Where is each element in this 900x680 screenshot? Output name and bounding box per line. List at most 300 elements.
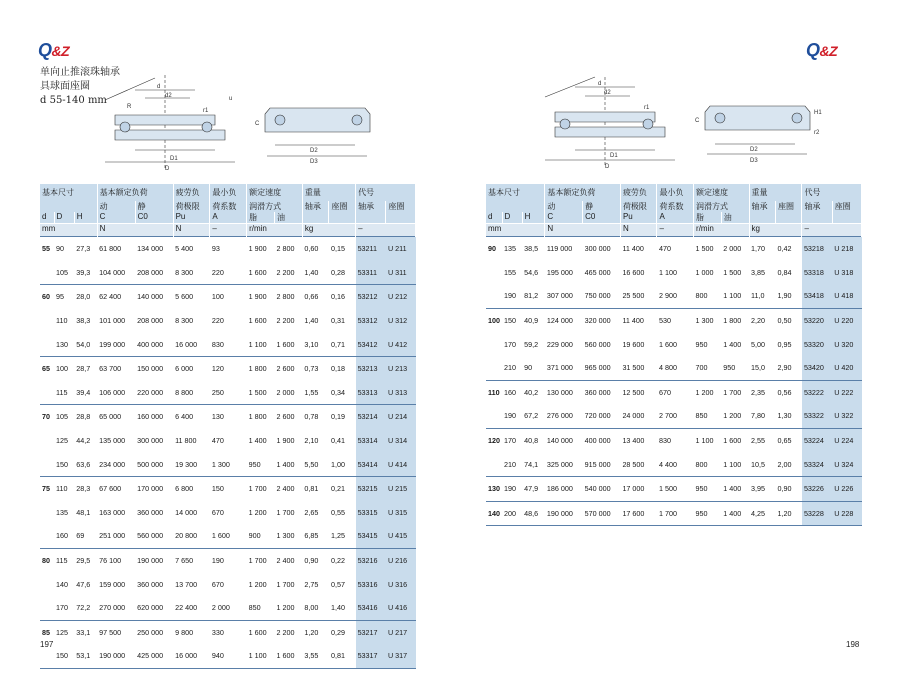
table-cell: 2,10 xyxy=(304,436,319,446)
table-cell: 27,3 xyxy=(74,237,97,261)
dim-D2-r: D2 xyxy=(750,147,758,153)
table-cell: 1 500 xyxy=(694,237,722,261)
table-row xyxy=(486,237,862,261)
table-cell: 125 xyxy=(56,436,68,446)
table-cell: 1 300 xyxy=(211,459,230,469)
table-row xyxy=(40,381,416,405)
table-cell: 20 800 xyxy=(175,531,198,541)
table-cell: 105 xyxy=(54,405,74,429)
table-cell: 470 xyxy=(211,436,224,446)
hdr-designation: 代号 xyxy=(356,184,416,201)
table-cell: 300 000 xyxy=(137,436,164,446)
table-cell: 160 xyxy=(502,380,522,404)
table-cell: U 213 xyxy=(386,356,416,380)
heading-line-2: 具球面座圈 xyxy=(40,81,90,92)
table-cell: 400 000 xyxy=(137,339,164,349)
table-cell: 1 100 xyxy=(248,651,267,661)
table-cell: 1 500 xyxy=(248,387,267,397)
table-cell: 150 xyxy=(56,651,68,661)
dim-D-r: D xyxy=(605,164,610,170)
table-cell: 1 200 xyxy=(276,603,295,613)
table-cell: U 312 xyxy=(386,309,416,333)
table-cell: 134 000 xyxy=(135,237,173,261)
table-cell: 670 xyxy=(657,380,694,404)
cell-d xyxy=(40,501,54,525)
table-cell: 2 200 xyxy=(276,267,295,277)
dim-D3: D3 xyxy=(310,159,318,165)
table-cell: 5,00 xyxy=(751,339,765,349)
table-cell: 39,3 xyxy=(76,267,91,277)
table-cell: 53212 xyxy=(356,285,386,309)
table-cell: 6 800 xyxy=(173,476,210,500)
table-cell: 48,1 xyxy=(76,507,91,517)
table-cell: 11 400 xyxy=(620,308,657,332)
table-cell: 199 000 xyxy=(99,339,126,349)
table-cell: 1 100 xyxy=(248,339,267,349)
cell-d: 60 xyxy=(40,285,54,309)
table-cell: 2,55 xyxy=(749,428,775,452)
table-cell: 24 000 xyxy=(622,411,645,421)
table-cell: 1 500 xyxy=(657,476,694,501)
table-cell: 53318 xyxy=(802,261,832,285)
table-cell: 53412 xyxy=(356,332,386,356)
table-row xyxy=(486,380,862,404)
bearing-table-right: 基本尺寸 基本额定负荷 疲劳负 最小负 额定速度 重量 代号 动 静 荷极限 荷系数 润滑方式 轴承 座圈 轴承 座圈 d D H C C0 Pu A 脂 油 mm N N – r/min kg – 90 135 38,5 119 000 300 000 11 400 470 1 500 2 000 1,70 0,42 53218 U 218 155 54,6 195 000 465 000 16 600 1 100 1 000 1 500 3,85 0,84 53318 U 318 190 81,2 307 000 750 000 25 500 2 900 800 1 100 11,0 1,90 53418 U 418 100 150 40,9 124 000 320 000 11 400 530 1 300 1 800 2,20 0,50 53220 U 220 170 59,2 229 000 560 000 19 600 1 600 950 1 400 5,00 0,95 53320 U 320 210 90 371 000 965 000 31 500 4 800 700 950 15,0 2,90 53420 U 420 110 160 40,2 130 000 360 000 12 500 670 1 200 1 700 2,35 0,56 53222 U 222 190 67,2 276 000 720 000 24 000 2 700 850 1 200 7,80 1,30 53322 U 322 120 170 40,8 140 000 400 000 13 400 830 1 100 1 600 2,55 0,65 53224 U 224 210 74,1 325 000 915 000 28 500 4 400 800 1 100 10,5 2,00 53324 U 324 130 190 47,9 186 000 540 000 17 000 1 500 950 1 400 3,95 0,90 53226 U 226 140 200 48,6 190 000 570 000 17 600 1 700 950 1 400 4,25 1,20 53228 U 228 xyxy=(486,184,862,528)
dim-d-r: d xyxy=(598,81,602,87)
table-cell: 1 700 xyxy=(247,548,275,572)
table-cell: 720 000 xyxy=(584,411,611,421)
table-cell: 1,70 xyxy=(749,237,775,261)
page-number-right: 198 xyxy=(846,640,860,649)
table-cell: 29,5 xyxy=(74,548,97,572)
table-cell: 40,9 xyxy=(522,308,545,332)
dim-r1-r: r1 xyxy=(644,105,650,111)
table-cell: 2 000 xyxy=(276,387,295,397)
table-cell: 1 900 xyxy=(276,436,295,446)
table-cell: 53224 xyxy=(802,428,832,452)
table-cell: 17 600 xyxy=(620,501,657,526)
table-cell: U 218 xyxy=(832,237,861,261)
table-cell: U 317 xyxy=(386,644,416,668)
table-cell: 270 000 xyxy=(99,603,126,613)
table-cell: 1 900 xyxy=(247,285,275,309)
table-cell: 1 500 xyxy=(723,267,742,277)
hdr-speed: 额定速度 xyxy=(247,184,303,201)
table-row xyxy=(40,644,416,668)
table-cell: 186 000 xyxy=(545,476,583,501)
table-cell: 53418 xyxy=(802,284,832,308)
table-cell: 0,56 xyxy=(775,380,801,404)
table-row xyxy=(40,261,416,285)
table-cell: 135 000 xyxy=(99,436,126,446)
table-cell: 1,25 xyxy=(330,531,345,541)
table-cell: 101 000 xyxy=(99,316,126,326)
table-cell: 16 600 xyxy=(622,267,645,277)
table-cell: 1 400 xyxy=(721,476,749,501)
table-cell: 115 xyxy=(54,548,74,572)
table-cell: 100 xyxy=(210,285,247,309)
table-cell: 850 xyxy=(248,603,261,613)
table-row xyxy=(40,620,416,644)
table-cell: 63,6 xyxy=(76,459,91,469)
table-cell: 104 000 xyxy=(99,267,126,277)
table-cell: 47,6 xyxy=(76,579,91,589)
table-cell: 1 600 xyxy=(211,531,230,541)
table-cell: 53216 xyxy=(356,548,386,572)
table-cell: 250 000 xyxy=(135,620,173,644)
table-cell: 28,0 xyxy=(74,285,97,309)
table-cell: 560 000 xyxy=(137,531,164,541)
table-cell: 0,78 xyxy=(302,405,329,429)
table-cell: 830 xyxy=(211,339,224,349)
table-cell: 0,21 xyxy=(329,476,356,500)
table-cell: U 324 xyxy=(832,452,861,476)
table-cell: 3,95 xyxy=(749,476,775,501)
table-cell: 5 600 xyxy=(173,285,210,309)
table-cell: 1 100 xyxy=(723,291,742,301)
table-cell: 229 000 xyxy=(546,339,573,349)
table-cell: 53,1 xyxy=(76,651,91,661)
table-cell: 1,00 xyxy=(330,459,345,469)
table-cell: 560 000 xyxy=(584,339,611,349)
table-row xyxy=(486,428,862,452)
cell-d: 65 xyxy=(40,356,54,380)
table-cell: 7,80 xyxy=(751,411,765,421)
cell-d: 100 xyxy=(486,308,502,332)
hdr-main-size: 基本尺寸 xyxy=(40,184,97,201)
table-row xyxy=(486,476,862,501)
table-cell: 4 400 xyxy=(658,459,677,469)
cell-d: 75 xyxy=(40,476,54,500)
table-cell: 2 000 xyxy=(721,237,749,261)
table-cell: 28,3 xyxy=(74,476,97,500)
table-cell: 540 000 xyxy=(583,476,621,501)
table-cell: 500 000 xyxy=(137,459,164,469)
cell-d xyxy=(486,404,502,428)
table-cell: 53228 xyxy=(802,501,832,526)
table-cell: 53416 xyxy=(356,596,386,620)
table-cell: U 322 xyxy=(832,404,861,428)
table-cell: 1 600 xyxy=(248,316,267,326)
table-cell: 915 000 xyxy=(584,459,611,469)
table-cell: 850 xyxy=(695,411,708,421)
table-cell: 190 xyxy=(502,476,522,501)
table-cell: 3,55 xyxy=(304,651,319,661)
table-cell: U 315 xyxy=(386,501,416,525)
table-cell: 470 xyxy=(657,237,694,261)
table-cell: 16 000 xyxy=(175,651,198,661)
table-cell: 425 000 xyxy=(137,651,164,661)
table-row xyxy=(40,572,416,596)
table-cell: 0,42 xyxy=(775,237,801,261)
table-cell: 53316 xyxy=(356,572,386,596)
table-cell: 1 600 xyxy=(276,651,295,661)
hdr-rated-load: 基本额定负荷 xyxy=(97,184,173,201)
table-cell: U 212 xyxy=(386,285,416,309)
table-cell: 1 700 xyxy=(247,476,275,500)
table-cell: 1 400 xyxy=(723,339,742,349)
cell-d xyxy=(40,309,54,333)
table-cell: 2,65 xyxy=(304,507,319,517)
table-cell: 1 200 xyxy=(248,507,267,517)
table-cell: U 222 xyxy=(832,380,861,404)
table-cell: 10,5 xyxy=(751,459,765,469)
table-cell: 0,34 xyxy=(330,387,345,397)
table-cell: 2 900 xyxy=(658,291,677,301)
table-cell: 135 xyxy=(502,237,522,261)
table-cell: 54,6 xyxy=(524,267,539,277)
table-row xyxy=(40,452,416,476)
table-cell: 33,1 xyxy=(74,620,97,644)
cell-d xyxy=(40,596,54,620)
table-cell: 0,57 xyxy=(330,579,345,589)
bearing-diagram-left xyxy=(95,70,395,180)
table-cell: 140 000 xyxy=(545,428,583,452)
table-cell: U 416 xyxy=(386,596,416,620)
table-cell: 0,90 xyxy=(302,548,329,572)
table-cell: 2 800 xyxy=(274,285,302,309)
table-cell: 0,29 xyxy=(329,620,356,644)
table-cell: 69 xyxy=(76,531,85,541)
table-cell: 8,00 xyxy=(304,603,319,613)
table-cell: 208 000 xyxy=(137,316,164,326)
table-cell: 53214 xyxy=(356,405,386,429)
table-cell: 13 400 xyxy=(620,428,657,452)
table-row xyxy=(486,261,862,285)
table-cell: 0,95 xyxy=(777,339,792,349)
table-cell: 2,90 xyxy=(777,363,792,373)
table-cell: 220 xyxy=(211,316,224,326)
table-cell: 90 xyxy=(54,237,74,261)
table-cell: 360 000 xyxy=(583,380,621,404)
table-cell: 1 600 xyxy=(247,620,275,644)
table-cell: 9 800 xyxy=(173,620,210,644)
cell-d xyxy=(486,284,502,308)
table-cell: 4 800 xyxy=(658,363,677,373)
table-cell: 140 000 xyxy=(135,285,173,309)
table-cell: 48,6 xyxy=(522,501,545,526)
cell-d xyxy=(486,332,502,356)
table-cell: 360 000 xyxy=(137,579,164,589)
table-cell: 0,81 xyxy=(302,476,329,500)
table-cell: 6,85 xyxy=(304,531,319,541)
table-cell: 8 300 xyxy=(175,316,194,326)
table-cell: 100 xyxy=(54,356,74,380)
bearing-diagram-right xyxy=(540,72,860,172)
table-cell: 130 000 xyxy=(545,380,583,404)
table-cell: 1 600 xyxy=(658,339,677,349)
table-cell: 97 500 xyxy=(97,620,135,644)
table-cell: 53217 xyxy=(356,620,386,644)
table-cell: 0,19 xyxy=(329,405,356,429)
table-cell: 61 800 xyxy=(97,237,135,261)
dim-d2-r: d2 xyxy=(604,90,611,96)
table-cell: 53415 xyxy=(356,524,386,548)
table-cell: 28 500 xyxy=(622,459,645,469)
table-cell: 0,84 xyxy=(777,267,792,277)
table-cell: 135 xyxy=(56,507,68,517)
table-row xyxy=(40,429,416,453)
table-row xyxy=(486,356,862,380)
table-cell: 59,2 xyxy=(524,339,539,349)
table-cell: 950 xyxy=(695,339,708,349)
heading-line-3: d 55-140 mm xyxy=(40,95,107,106)
cell-d: 70 xyxy=(40,405,54,429)
table-cell: 54,0 xyxy=(76,339,91,349)
table-cell: 325 000 xyxy=(546,459,573,469)
table-cell: 965 000 xyxy=(584,363,611,373)
hdr-fatigue: 疲劳负 xyxy=(173,184,210,201)
table-cell: 90 xyxy=(524,363,533,373)
table-cell: U 314 xyxy=(386,429,416,453)
table-cell: 371 000 xyxy=(546,363,573,373)
table-cell: 465 000 xyxy=(584,267,611,277)
table-cell: 40,2 xyxy=(522,380,545,404)
table-cell: 53420 xyxy=(802,356,832,380)
table-cell: 6 400 xyxy=(173,405,210,429)
table-cell: 155 xyxy=(504,267,516,277)
table-cell: 2 600 xyxy=(274,356,302,380)
table-row xyxy=(486,308,862,332)
table-cell: 150 000 xyxy=(135,356,173,380)
table-cell: U 414 xyxy=(386,452,416,476)
cell-d xyxy=(40,429,54,453)
table-cell: 119 000 xyxy=(545,237,583,261)
table-cell: 195 000 xyxy=(546,267,573,277)
table-row xyxy=(40,285,416,309)
table-cell: 140 xyxy=(56,579,68,589)
table-cell: 2 400 xyxy=(274,548,302,572)
table-cell: 105 xyxy=(56,267,68,277)
table-row xyxy=(486,501,862,526)
table-cell: 210 xyxy=(504,459,516,469)
table-cell: 19 600 xyxy=(622,339,645,349)
table-cell: 3,10 xyxy=(304,339,319,349)
table-cell: 53311 xyxy=(356,261,386,285)
table-cell: 53218 xyxy=(802,237,832,261)
table-row xyxy=(40,332,416,356)
table-cell: 830 xyxy=(657,428,694,452)
table-row xyxy=(40,356,416,380)
table-cell: 130 xyxy=(210,405,247,429)
table-cell: U 214 xyxy=(386,405,416,429)
table-cell: 2,35 xyxy=(749,380,775,404)
table-cell: 1 700 xyxy=(276,507,295,517)
table-cell: 19 300 xyxy=(175,459,198,469)
table-cell: 81,2 xyxy=(524,291,539,301)
table-cell: 65 000 xyxy=(97,405,135,429)
table-cell: 1 100 xyxy=(723,459,742,469)
table-cell: 11,0 xyxy=(751,291,765,301)
dim-D1: D1 xyxy=(170,156,178,162)
table-cell: 2 200 xyxy=(276,316,295,326)
table-cell: 67,2 xyxy=(524,411,539,421)
table-cell: 16 000 xyxy=(175,339,198,349)
table-cell: 2,00 xyxy=(777,459,792,469)
table-cell: 1,90 xyxy=(777,291,792,301)
table-cell: 170 000 xyxy=(135,476,173,500)
cell-d xyxy=(40,332,54,356)
dim-d2: d2 xyxy=(165,93,172,99)
table-cell: 530 xyxy=(657,308,694,332)
table-cell: 670 xyxy=(211,579,224,589)
dim-u: u xyxy=(229,96,233,102)
table-cell: 1 200 xyxy=(723,411,742,421)
table-cell: 1,20 xyxy=(302,620,329,644)
table-cell: 53317 xyxy=(356,644,386,668)
table-cell: 1 200 xyxy=(248,579,267,589)
table-cell: 53211 xyxy=(356,237,386,261)
table-cell: 900 xyxy=(248,531,261,541)
table-row xyxy=(40,237,416,261)
table-cell: 130 xyxy=(56,339,68,349)
table-cell: 190 000 xyxy=(99,651,126,661)
table-cell: 1 800 xyxy=(721,308,749,332)
table-cell: 120 xyxy=(210,356,247,380)
table-cell: 11 800 xyxy=(175,436,197,446)
table-cell: 0,71 xyxy=(330,339,345,349)
table-row xyxy=(40,501,416,525)
dim-H1-r: H1 xyxy=(814,110,822,116)
table-cell: 40,8 xyxy=(522,428,545,452)
table-cell: 124 000 xyxy=(545,308,583,332)
table-row xyxy=(40,309,416,333)
table-cell: 12 500 xyxy=(620,380,657,404)
table-cell: 1 100 xyxy=(694,428,722,452)
table-cell: 53222 xyxy=(802,380,832,404)
table-cell: 67 600 xyxy=(97,476,135,500)
table-cell: 5 400 xyxy=(173,237,210,261)
dim-D2: D2 xyxy=(310,148,318,154)
table-cell: 0,65 xyxy=(775,428,801,452)
table-cell: 190 xyxy=(504,411,516,421)
table-cell: 1,40 xyxy=(304,316,319,326)
table-cell: 150 xyxy=(502,308,522,332)
table-cell: 74,1 xyxy=(524,459,539,469)
dim-r2-r: r2 xyxy=(814,130,820,136)
table-cell: 0,41 xyxy=(330,436,345,446)
table-cell: 300 000 xyxy=(583,237,621,261)
cell-d xyxy=(40,381,54,405)
table-cell: 28,8 xyxy=(74,405,97,429)
cell-d: 110 xyxy=(486,380,502,404)
table-cell: 1 400 xyxy=(721,501,749,526)
table-cell: 53322 xyxy=(802,404,832,428)
dim-d: d xyxy=(157,84,161,90)
cell-d xyxy=(40,452,54,476)
table-cell: 38,3 xyxy=(76,316,91,326)
table-cell: 750 000 xyxy=(584,291,611,301)
table-cell: 1,55 xyxy=(304,387,319,397)
table-cell: 1 600 xyxy=(248,267,267,277)
cell-d xyxy=(486,261,502,285)
table-cell: 28,7 xyxy=(74,356,97,380)
table-cell: 320 000 xyxy=(583,308,621,332)
table-cell: 190 000 xyxy=(545,501,583,526)
table-cell: 63 700 xyxy=(97,356,135,380)
dim-R: R xyxy=(127,104,132,110)
table-cell: 62 400 xyxy=(97,285,135,309)
table-cell: 11 400 xyxy=(620,237,657,261)
dim-C: C xyxy=(255,121,260,127)
table-cell: 200 xyxy=(502,501,522,526)
table-cell: 8 300 xyxy=(175,267,194,277)
cell-d xyxy=(486,356,502,380)
table-cell: 800 xyxy=(695,291,708,301)
cell-d: 120 xyxy=(486,428,502,452)
table-cell: 1,20 xyxy=(775,501,801,526)
table-cell: 950 xyxy=(723,363,736,373)
